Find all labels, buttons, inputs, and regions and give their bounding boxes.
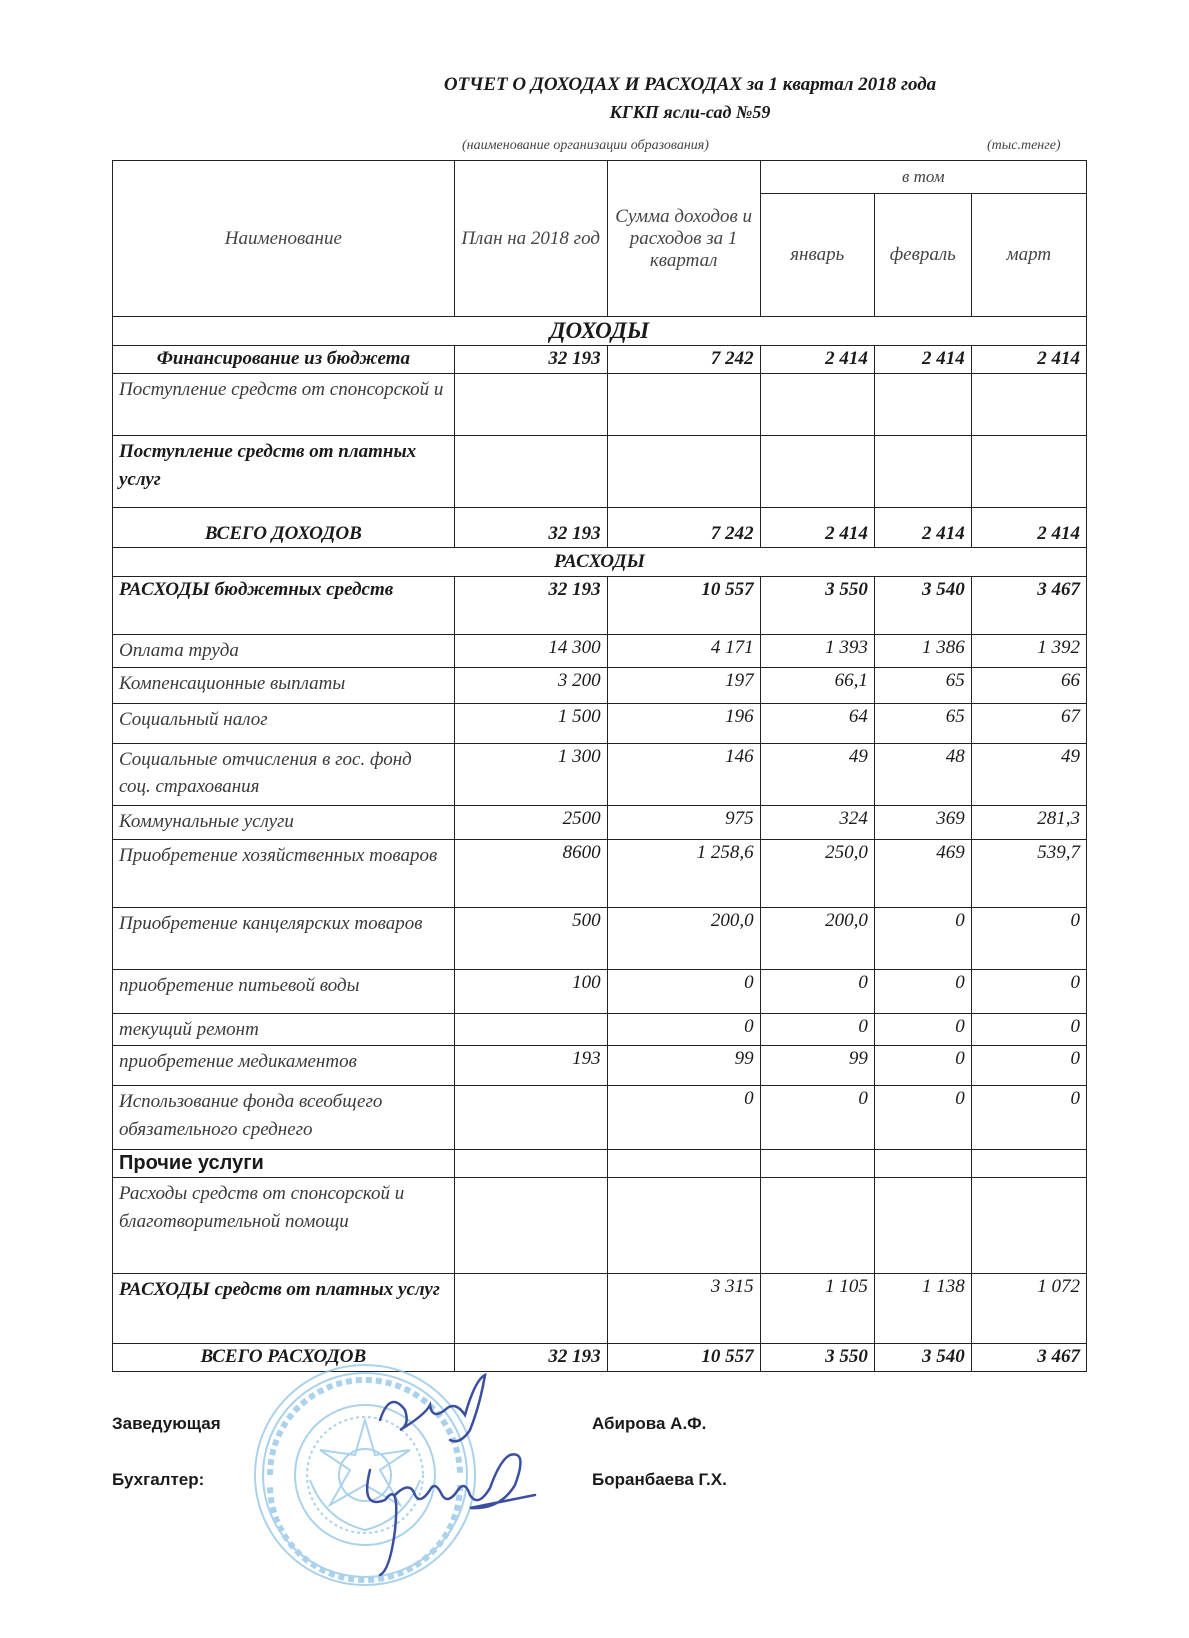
cell-jan (760, 374, 874, 436)
cell-plan (454, 374, 607, 436)
row-name: приобретение питьевой воды (113, 969, 455, 1013)
row-name: Социальный налог (113, 703, 455, 743)
cell-feb (874, 1178, 971, 1274)
cell-feb: 65 (874, 667, 971, 703)
cell-plan: 3 200 (454, 667, 607, 703)
cell-feb: 0 (874, 1013, 971, 1046)
cell-mar: 0 (971, 907, 1086, 969)
cell-feb: 2 414 (874, 346, 971, 374)
expense-row (113, 907, 1087, 969)
accountant-label: Бухгалтер: (112, 1470, 205, 1489)
cell-mar (971, 1178, 1086, 1274)
col-header-sum: Сумма доходов и расходов за 1 квартал (607, 161, 760, 317)
accountant-name: Боранбаева Г.Х. (592, 1470, 727, 1489)
cell-mar: 0 (971, 1046, 1086, 1086)
cell-plan (454, 1178, 607, 1274)
expense-row (113, 703, 1087, 743)
cell-sum: 146 (607, 743, 760, 805)
cell-sum: 0 (607, 969, 760, 1013)
cell-plan: 2500 (454, 805, 607, 839)
col-header-jan: январь (760, 194, 874, 317)
cell-plan: 100 (454, 969, 607, 1013)
cell-jan: 0 (760, 969, 874, 1013)
cell-mar: 2 414 (971, 346, 1086, 374)
cell-sum: 1 258,6 (607, 839, 760, 907)
cell-jan: 0 (760, 1086, 874, 1150)
cell-feb: 3 540 (874, 577, 971, 635)
head-name: Абирова А.Ф. (592, 1414, 707, 1433)
expense-row (113, 1086, 1087, 1150)
row-name: Поступление средств от спонсорской и (113, 374, 455, 436)
cell-plan: 32 193 (454, 1344, 607, 1372)
cell-plan: 193 (454, 1046, 607, 1086)
cell-sum: 7 242 (607, 346, 760, 374)
cell-jan: 49 (760, 743, 874, 805)
row-name: текущий ремонт (113, 1013, 455, 1046)
cell-plan: 8600 (454, 839, 607, 907)
cell-sum: 10 557 (607, 577, 760, 635)
cell-jan: 66,1 (760, 667, 874, 703)
cell-jan: 64 (760, 703, 874, 743)
cell-mar: 66 (971, 667, 1086, 703)
cell-sum (607, 1150, 760, 1178)
income-row-sponsor (113, 374, 1087, 436)
expense-row (113, 667, 1087, 703)
cell-sum: 7 242 (607, 508, 760, 548)
cell-feb: 3 540 (874, 1344, 971, 1372)
cell-mar: 3 467 (971, 577, 1086, 635)
section-expenses: РАСХОДЫ (113, 548, 1087, 577)
cell-plan (454, 436, 607, 508)
sponsor-expenses-row (113, 1178, 1087, 1274)
cell-sum (607, 1178, 760, 1274)
row-name: Прочие услуги (113, 1150, 455, 1178)
cell-jan (760, 436, 874, 508)
cell-sum: 197 (607, 667, 760, 703)
cell-jan: 0 (760, 1013, 874, 1046)
cell-sum (607, 374, 760, 436)
row-name: ВСЕГО РАСХОДОВ (113, 1344, 455, 1372)
expense-row (113, 805, 1087, 839)
cell-sum: 99 (607, 1046, 760, 1086)
income-row-budget (113, 346, 1087, 374)
cell-jan (760, 1150, 874, 1178)
expense-row (113, 635, 1087, 668)
expense-row (113, 839, 1087, 907)
cell-jan: 1 393 (760, 635, 874, 668)
cell-jan: 324 (760, 805, 874, 839)
cell-jan: 2 414 (760, 346, 874, 374)
cell-sum: 10 557 (607, 1344, 760, 1372)
cell-jan: 3 550 (760, 1344, 874, 1372)
row-name: Оплата труда (113, 635, 455, 668)
row-name: Поступление средств от платных услуг (113, 436, 455, 508)
cell-mar: 2 414 (971, 508, 1086, 548)
row-name: приобретение медикаментов (113, 1046, 455, 1086)
cell-feb: 48 (874, 743, 971, 805)
section-income: ДОХОДЫ (113, 317, 1087, 346)
section-expenses-row (113, 548, 1087, 577)
cell-jan: 2 414 (760, 508, 874, 548)
expense-row (113, 969, 1087, 1013)
cell-plan: 14 300 (454, 635, 607, 668)
cell-mar: 3 467 (971, 1344, 1086, 1372)
other-services-row (113, 1150, 1087, 1178)
cell-plan: 32 193 (454, 508, 607, 548)
cell-sum: 200,0 (607, 907, 760, 969)
cell-sum: 196 (607, 703, 760, 743)
cell-jan: 200,0 (760, 907, 874, 969)
head-label: Заведующая (112, 1414, 221, 1433)
row-name: Коммунальные услуги (113, 805, 455, 839)
cell-feb: 1 386 (874, 635, 971, 668)
cell-jan: 250,0 (760, 839, 874, 907)
cell-feb: 0 (874, 969, 971, 1013)
income-expense-table (112, 160, 1087, 1372)
col-header-feb: февраль (874, 194, 971, 317)
paid-expenses-row (113, 1274, 1087, 1344)
cell-mar (971, 374, 1086, 436)
cell-feb: 2 414 (874, 508, 971, 548)
row-name: Использование фонда всеобщего обязательного среднего (113, 1086, 455, 1150)
accountant-signature (350, 1440, 540, 1580)
cell-mar: 0 (971, 1013, 1086, 1046)
cell-jan: 3 550 (760, 577, 874, 635)
units-label: (тыс.тенге) (987, 138, 1061, 153)
cell-plan: 500 (454, 907, 607, 969)
expense-row (113, 1013, 1087, 1046)
col-header-name: Наименование (113, 161, 455, 317)
cell-sum: 0 (607, 1013, 760, 1046)
cell-sum: 4 171 (607, 635, 760, 668)
expense-row (113, 743, 1087, 805)
cell-feb (874, 436, 971, 508)
organization-caption: (наименование организации образования) (462, 138, 709, 153)
cell-mar: 0 (971, 1086, 1086, 1150)
cell-sum: 3 315 (607, 1274, 760, 1344)
cell-sum: 0 (607, 1086, 760, 1150)
cell-mar: 539,7 (971, 839, 1086, 907)
income-row-paid (113, 436, 1087, 508)
row-name: РАСХОДЫ бюджетных средств (113, 577, 455, 635)
cell-feb: 369 (874, 805, 971, 839)
cell-mar: 281,3 (971, 805, 1086, 839)
cell-feb: 0 (874, 907, 971, 969)
cell-sum: 975 (607, 805, 760, 839)
income-total-row (113, 508, 1087, 548)
row-name: Финансирование из бюджета (113, 346, 455, 374)
cell-plan: 1 500 (454, 703, 607, 743)
cell-mar: 0 (971, 969, 1086, 1013)
col-header-in-that: в том (760, 161, 1086, 194)
cell-plan (454, 1086, 607, 1150)
row-name: Расходы средств от спонсорской и благотворительной помощи (113, 1178, 455, 1274)
cell-plan (454, 1150, 607, 1178)
row-name: ВСЕГО ДОХОДОВ (113, 508, 455, 548)
cell-mar: 1 392 (971, 635, 1086, 668)
cell-feb: 1 138 (874, 1274, 971, 1344)
report-title: ОТЧЕТ О ДОХОДАХ И РАСХОДАХ за 1 квартал 2018 года (443, 74, 937, 95)
cell-feb: 0 (874, 1086, 971, 1150)
cell-plan: 32 193 (454, 577, 607, 635)
cell-feb: 0 (874, 1046, 971, 1086)
row-name: Приобретение хозяйственных товаров (113, 839, 455, 907)
cell-mar (971, 436, 1086, 508)
cell-jan: 1 105 (760, 1274, 874, 1344)
cell-feb: 65 (874, 703, 971, 743)
col-header-mar: март (971, 194, 1086, 317)
cell-mar: 1 072 (971, 1274, 1086, 1344)
cell-sum (607, 436, 760, 508)
cell-jan (760, 1178, 874, 1274)
cell-mar: 67 (971, 703, 1086, 743)
row-name: РАСХОДЫ средств от платных услуг (113, 1274, 455, 1344)
cell-mar: 49 (971, 743, 1086, 805)
row-name: Компенсационные выплаты (113, 667, 455, 703)
expense-row (113, 1046, 1087, 1086)
row-name: Социальные отчисления в гос. фонд соц. страхования (113, 743, 455, 805)
cell-feb (874, 1150, 971, 1178)
row-name: Приобретение канцелярских товаров (113, 907, 455, 969)
cell-plan (454, 1013, 607, 1046)
cell-feb: 469 (874, 839, 971, 907)
cell-plan (454, 1274, 607, 1344)
cell-jan: 99 (760, 1046, 874, 1086)
cell-plan: 32 193 (454, 346, 607, 374)
section-income-row (113, 317, 1087, 346)
cell-mar (971, 1150, 1086, 1178)
head-signature (370, 1370, 500, 1450)
organization-name: КГКП ясли-сад №59 (609, 102, 771, 122)
expense-budget-row (113, 577, 1087, 635)
cell-feb (874, 374, 971, 436)
cell-plan: 1 300 (454, 743, 607, 805)
col-header-plan: План на 2018 год (454, 161, 607, 317)
